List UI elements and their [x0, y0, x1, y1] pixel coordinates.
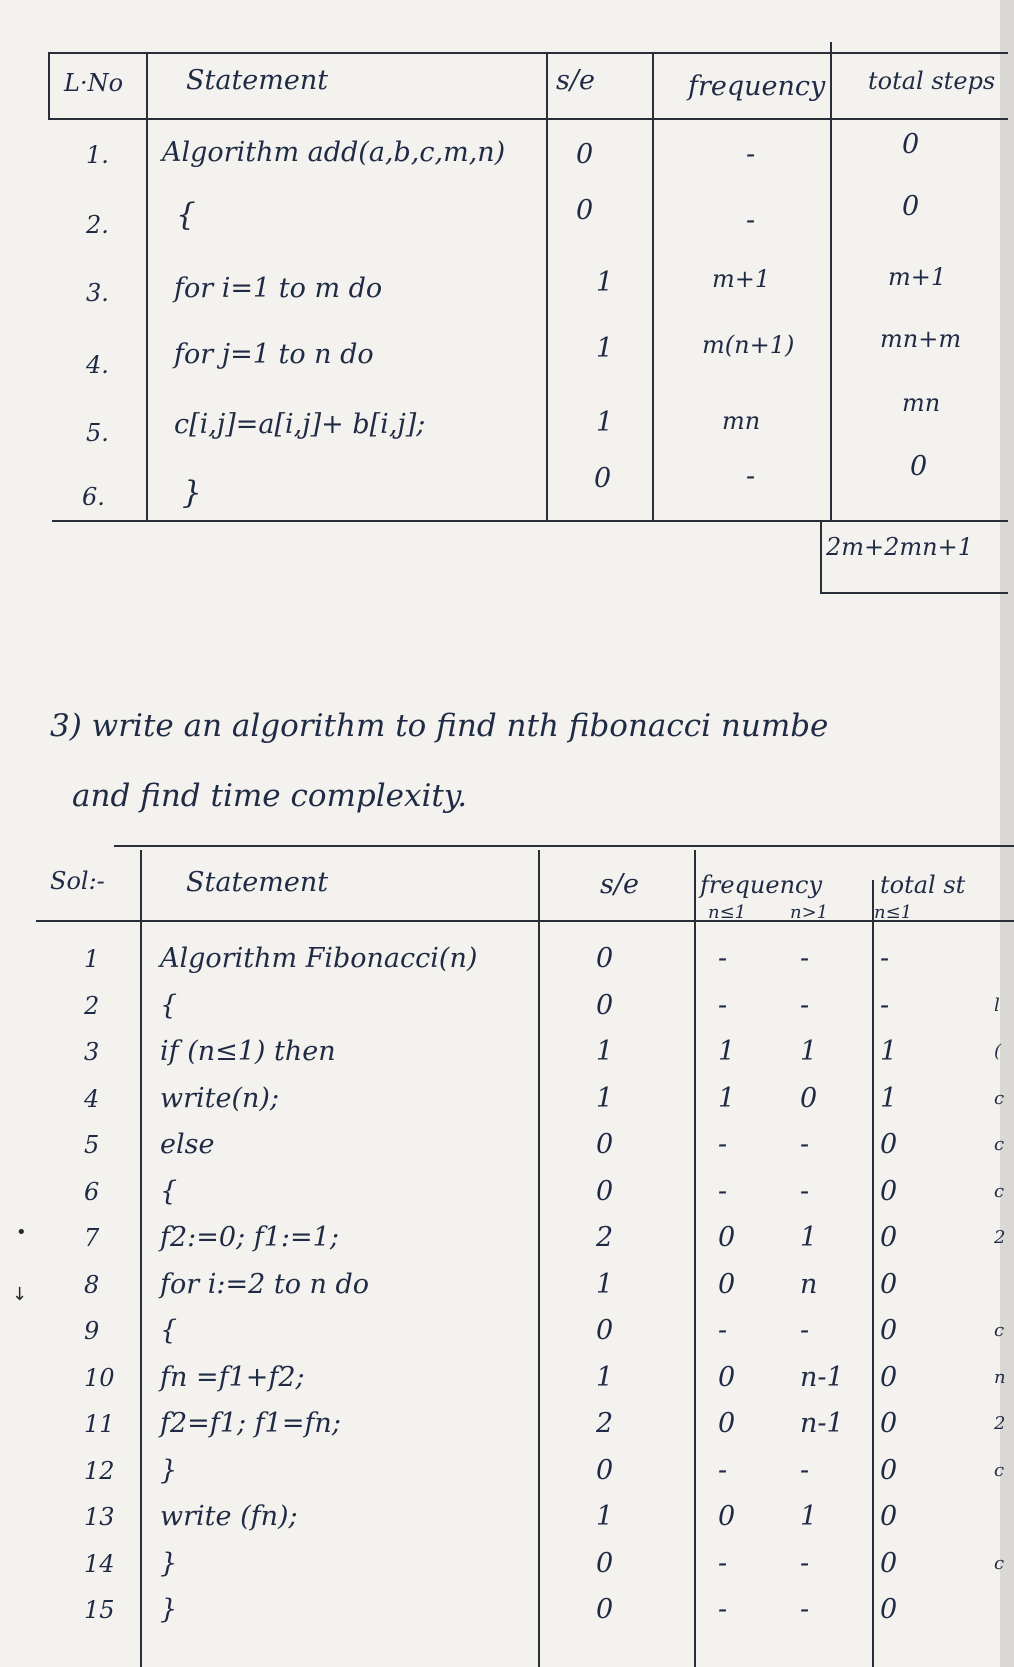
row-se: 0 — [576, 139, 594, 170]
table1-header-divider — [48, 118, 1008, 120]
row-freq-small-n: - — [718, 1175, 728, 1207]
table1-top-border — [48, 52, 1008, 54]
row-se: 0 — [576, 195, 594, 226]
row-total-small-n: 0 — [880, 1315, 898, 1346]
row-statement: for j=1 to n do — [174, 339, 374, 370]
row-no: 5. — [86, 419, 109, 447]
question-line-1: 3) write an algorithm to find nth fibonacci numbe — [50, 708, 829, 744]
row-freq-large-n: n — [800, 1268, 818, 1300]
row-se: 1 — [596, 407, 614, 438]
row-statement: Algorithm Fibonacci(n) — [160, 943, 478, 974]
row-se: 1 — [596, 1361, 614, 1393]
row-statement: { — [160, 1175, 178, 1207]
row-freq-large-n: - — [800, 989, 810, 1021]
row-freq-small-n: - — [718, 1547, 728, 1579]
table1-col-line — [546, 52, 548, 522]
row-se: 1 — [596, 1036, 614, 1067]
row-statement: else — [160, 1129, 215, 1160]
row-total-small-n: 0 — [880, 1268, 898, 1300]
row-freq-small-n: - — [718, 1129, 728, 1160]
row-freq-large-n: 1 — [800, 1036, 818, 1067]
row-statement: { — [176, 197, 196, 233]
row-total-large-n: c — [994, 1134, 1005, 1155]
row-no: 1 — [84, 945, 100, 973]
header-total-steps: total steps — [868, 67, 996, 95]
row-no: 9 — [84, 1317, 100, 1345]
row-freq-small-n: - — [718, 989, 728, 1021]
row-se: 1 — [596, 1268, 614, 1300]
row-total: 0 — [902, 191, 920, 222]
row-freq-small-n: - — [718, 943, 728, 974]
header-statement: Statement — [186, 65, 329, 96]
row-no: 3. — [86, 279, 109, 307]
table1-col-line — [830, 42, 832, 522]
margin-mark: ↓ — [12, 1284, 28, 1305]
row-statement: write(n); — [160, 1082, 280, 1114]
row-se: 1 — [596, 1082, 614, 1114]
row-statement: if (n≤1) then — [160, 1036, 336, 1067]
row-frequency: - — [746, 461, 756, 492]
total-steps-value: 2m+2mn+1 — [826, 533, 973, 561]
row-total-small-n: 0 — [880, 1129, 898, 1160]
table1-bottom-border — [52, 520, 832, 522]
row-freq-small-n: 0 — [718, 1361, 736, 1393]
row-total-small-n: - — [880, 943, 890, 974]
row-statement: f2=f1; f1=fn; — [160, 1408, 341, 1439]
row-statement: fn =f1+f2; — [160, 1361, 305, 1393]
row-total-large-n: 2 — [994, 1413, 1006, 1434]
row-no: 4. — [86, 351, 109, 379]
row-freq-large-n: - — [800, 1454, 810, 1486]
row-statement: write (fn); — [160, 1501, 298, 1532]
row-no: 13 — [84, 1503, 115, 1531]
row-total-small-n: 1 — [880, 1082, 898, 1114]
row-statement: Algorithm add(a,b,c,m,n) — [162, 137, 506, 168]
row-total-large-n: c — [994, 1087, 1005, 1109]
row-se: 1 — [596, 267, 614, 298]
row-se: 0 — [596, 1175, 614, 1207]
header-frequency: frequency — [688, 71, 826, 102]
row-frequency: mn — [722, 407, 761, 435]
row-total-small-n: 0 — [880, 1547, 898, 1579]
row-no: 2 — [84, 991, 100, 1020]
solution-label: Sol:- — [50, 867, 105, 895]
margin-mark: • — [16, 1222, 27, 1243]
row-se: 1 — [596, 333, 614, 364]
row-se: 0 — [596, 943, 614, 974]
table2-col-line — [538, 850, 540, 1667]
row-freq-small-n: 0 — [718, 1268, 736, 1300]
row-total-small-n: 0 — [880, 1408, 898, 1439]
row-freq-small-n: 1 — [718, 1082, 736, 1114]
row-no: 6 — [84, 1177, 100, 1206]
row-no: 2. — [86, 211, 109, 239]
table1-col-line — [652, 52, 654, 522]
row-total: m+1 — [888, 263, 947, 291]
row-frequency: - — [746, 205, 756, 236]
row-no: 12 — [84, 1456, 115, 1485]
row-total: 0 — [910, 451, 928, 482]
row-se: 0 — [596, 1454, 614, 1486]
row-total-large-n: ( — [994, 1041, 1002, 1062]
row-frequency: m+1 — [712, 265, 771, 293]
row-frequency: m(n+1) — [702, 331, 795, 359]
row-freq-large-n: - — [800, 1315, 810, 1346]
table2-col-line — [694, 850, 696, 1667]
row-se: 2 — [596, 1408, 614, 1439]
header-freq-case-small: n≤1 — [708, 902, 747, 923]
question-line-2: and find time complexity. — [72, 778, 468, 814]
row-no: 15 — [84, 1596, 115, 1624]
header-total-steps: total st — [880, 871, 966, 899]
header-se: s/e — [556, 65, 595, 96]
table2-header-divider — [36, 920, 1014, 922]
row-total-small-n: 0 — [880, 1175, 898, 1207]
row-freq-large-n: - — [800, 1594, 810, 1625]
row-freq-large-n: 1 — [800, 1222, 818, 1253]
row-no: 14 — [84, 1549, 115, 1578]
row-total-large-n: c — [994, 1459, 1005, 1481]
row-statement: } — [160, 1454, 178, 1486]
row-statement: f2:=0; f1:=1; — [160, 1222, 339, 1253]
row-total: mn+m — [880, 325, 962, 353]
table2-col-line — [140, 850, 142, 1667]
row-freq-large-n: - — [800, 943, 810, 974]
row-total-large-n: n — [994, 1366, 1006, 1388]
row-statement: c[i,j]=a[i,j]+ b[i,j]; — [174, 409, 426, 440]
row-se: 0 — [594, 463, 612, 494]
header-lno: L·No — [64, 69, 124, 97]
row-total-large-n: l — [994, 994, 1000, 1016]
row-statement: } — [160, 1594, 178, 1625]
table1-col-line — [48, 52, 50, 120]
row-total-large-n: c — [994, 1180, 1005, 1202]
row-freq-large-n: n-1 — [800, 1408, 844, 1439]
row-no: 8 — [84, 1270, 100, 1299]
row-no: 11 — [84, 1410, 115, 1438]
row-no: 7 — [84, 1224, 100, 1252]
row-statement: } — [160, 1547, 178, 1579]
row-freq-large-n: n-1 — [800, 1361, 844, 1393]
row-no: 6. — [82, 483, 105, 511]
row-freq-large-n: 1 — [800, 1501, 818, 1532]
row-freq-small-n: 0 — [718, 1222, 736, 1253]
row-se: 0 — [596, 1129, 614, 1160]
row-se: 0 — [596, 1547, 614, 1579]
row-total-small-n: 0 — [880, 1361, 898, 1393]
row-freq-small-n: - — [718, 1594, 728, 1625]
row-freq-large-n: - — [800, 1175, 810, 1207]
row-no: 4 — [84, 1084, 100, 1113]
header-se: s/e — [600, 869, 639, 900]
row-no: 5 — [84, 1131, 100, 1159]
row-total-small-n: 0 — [880, 1454, 898, 1486]
row-total-large-n: 2 — [994, 1227, 1006, 1248]
row-statement: } — [182, 475, 202, 511]
row-freq-large-n: - — [800, 1129, 810, 1160]
row-statement: { — [160, 989, 178, 1021]
header-frequency: frequency — [700, 871, 823, 899]
row-se: 0 — [596, 1315, 614, 1346]
row-total-small-n: 0 — [880, 1594, 898, 1625]
row-frequency: - — [746, 139, 756, 170]
row-total-large-n: c — [994, 1320, 1005, 1341]
row-no: 3 — [84, 1038, 100, 1066]
header-statement: Statement — [186, 867, 329, 898]
row-se: 1 — [596, 1501, 614, 1532]
row-se: 0 — [596, 1594, 614, 1625]
row-se: 2 — [596, 1222, 614, 1253]
row-total-large-n: c — [994, 1552, 1005, 1574]
row-freq-small-n: - — [718, 1315, 728, 1346]
row-freq-large-n: - — [800, 1547, 810, 1579]
table2-col-line — [872, 880, 874, 1667]
table1-col-line — [146, 52, 148, 522]
row-se: 0 — [596, 989, 614, 1021]
row-total-small-n: 0 — [880, 1222, 898, 1253]
row-total-small-n: 0 — [880, 1501, 898, 1532]
row-freq-small-n: - — [718, 1454, 728, 1486]
row-total: 0 — [902, 129, 920, 160]
row-total-small-n: - — [880, 989, 890, 1021]
row-total-small-n: 1 — [880, 1036, 898, 1067]
header-total-case-small: n≤1 — [874, 902, 913, 923]
row-no: 10 — [84, 1363, 115, 1392]
row-no: 1. — [86, 141, 109, 169]
row-freq-large-n: 0 — [800, 1082, 818, 1114]
header-freq-case-large: n>1 — [790, 902, 829, 923]
table2-top-border — [114, 845, 1014, 847]
row-statement: for i=1 to m do — [174, 273, 383, 304]
row-freq-small-n: 0 — [718, 1501, 736, 1532]
row-statement: for i:=2 to n do — [160, 1268, 370, 1300]
row-freq-small-n: 1 — [718, 1036, 736, 1067]
row-freq-small-n: 0 — [718, 1408, 736, 1439]
row-statement: { — [160, 1315, 178, 1346]
row-total: mn — [902, 389, 941, 417]
